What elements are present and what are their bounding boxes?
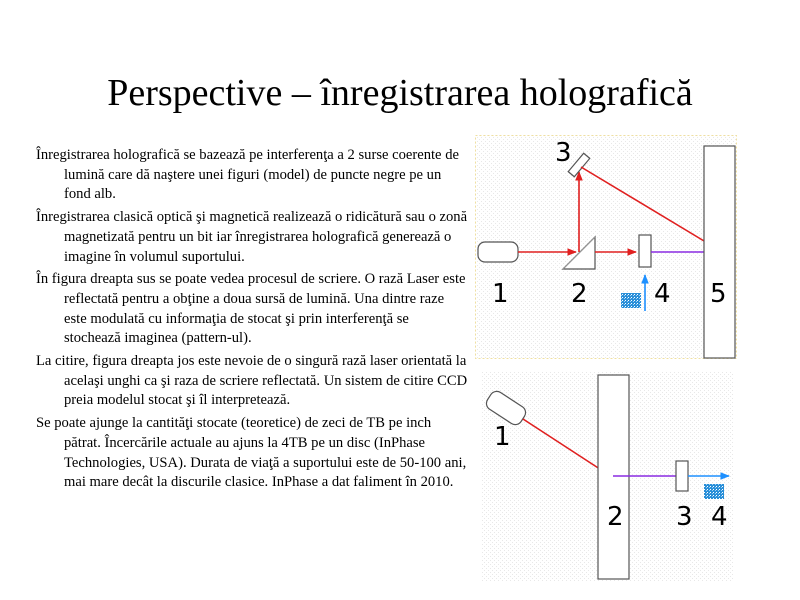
figure-holographic-write bbox=[475, 135, 737, 359]
optical-element bbox=[676, 461, 688, 491]
data-pattern-icon bbox=[621, 293, 641, 308]
recording-medium bbox=[598, 375, 629, 579]
label-4: 4 bbox=[711, 502, 728, 532]
data-pattern-icon bbox=[704, 484, 724, 499]
label-3: 3 bbox=[555, 138, 572, 168]
label-1: 1 bbox=[492, 279, 509, 309]
label-4: 4 bbox=[654, 279, 671, 309]
write-diagram bbox=[475, 135, 737, 359]
slide-title: Perspective – înregistrarea holografică bbox=[107, 72, 693, 114]
slide-body bbox=[36, 146, 468, 496]
paragraph-holographic-intro: Înregistrarea holografică se bazează pe interferenţa a 2 surse coerente de lumină care dă naştere unei figuri (model) de puncte negre pe un fond alb. bbox=[36, 147, 459, 203]
spatial-light-modulator bbox=[639, 235, 651, 267]
paragraph-write-process: În figura dreapta sus se poate vedea procesul de scriere. O rază Laser este reflectată pentru a obţine a doua sursă de lumină. Una dintre raze este modulată cu informaţia de stocat şi prin interferenţă se stochează imaginea (pattern-ul). bbox=[36, 271, 466, 347]
label-1: 1 bbox=[494, 422, 511, 452]
label-3: 3 bbox=[676, 502, 693, 532]
label-2: 2 bbox=[607, 502, 624, 532]
figure-holographic-read bbox=[482, 372, 734, 582]
laser-source bbox=[478, 242, 518, 262]
paragraph-classic-vs-holographic: Înregistrarea clasică optică şi magnetică realizează o ridicătură sau o zonă magnetizată pentru un bit iar înregistrarea holografică generează o imagine în volumul suportului. bbox=[36, 209, 468, 265]
label-5: 5 bbox=[710, 279, 727, 309]
paragraph-capacity: Se poate ajunge la cantităţi stocate (teoretice) de zeci de TB pe inch pătrat. Încercările actuale au ajuns la 4TB pe un disc (InPhase Technologies, USA). Durata de viaţă a suportului este de 50-100 ani, mai mare decât la discurile clasice. InPhase a dat faliment în 2010. bbox=[36, 415, 467, 491]
read-diagram bbox=[482, 372, 734, 582]
recording-medium bbox=[704, 146, 735, 358]
paragraph-read-process: La citire, figura dreapta jos este nevoie de o singură rază laser orientată la acelaşi unghi ca şi raza de scriere reflectată. Un sistem de citire CCD preia modelul stocat şi îl interpretează. bbox=[36, 353, 468, 409]
label-2: 2 bbox=[571, 279, 588, 309]
